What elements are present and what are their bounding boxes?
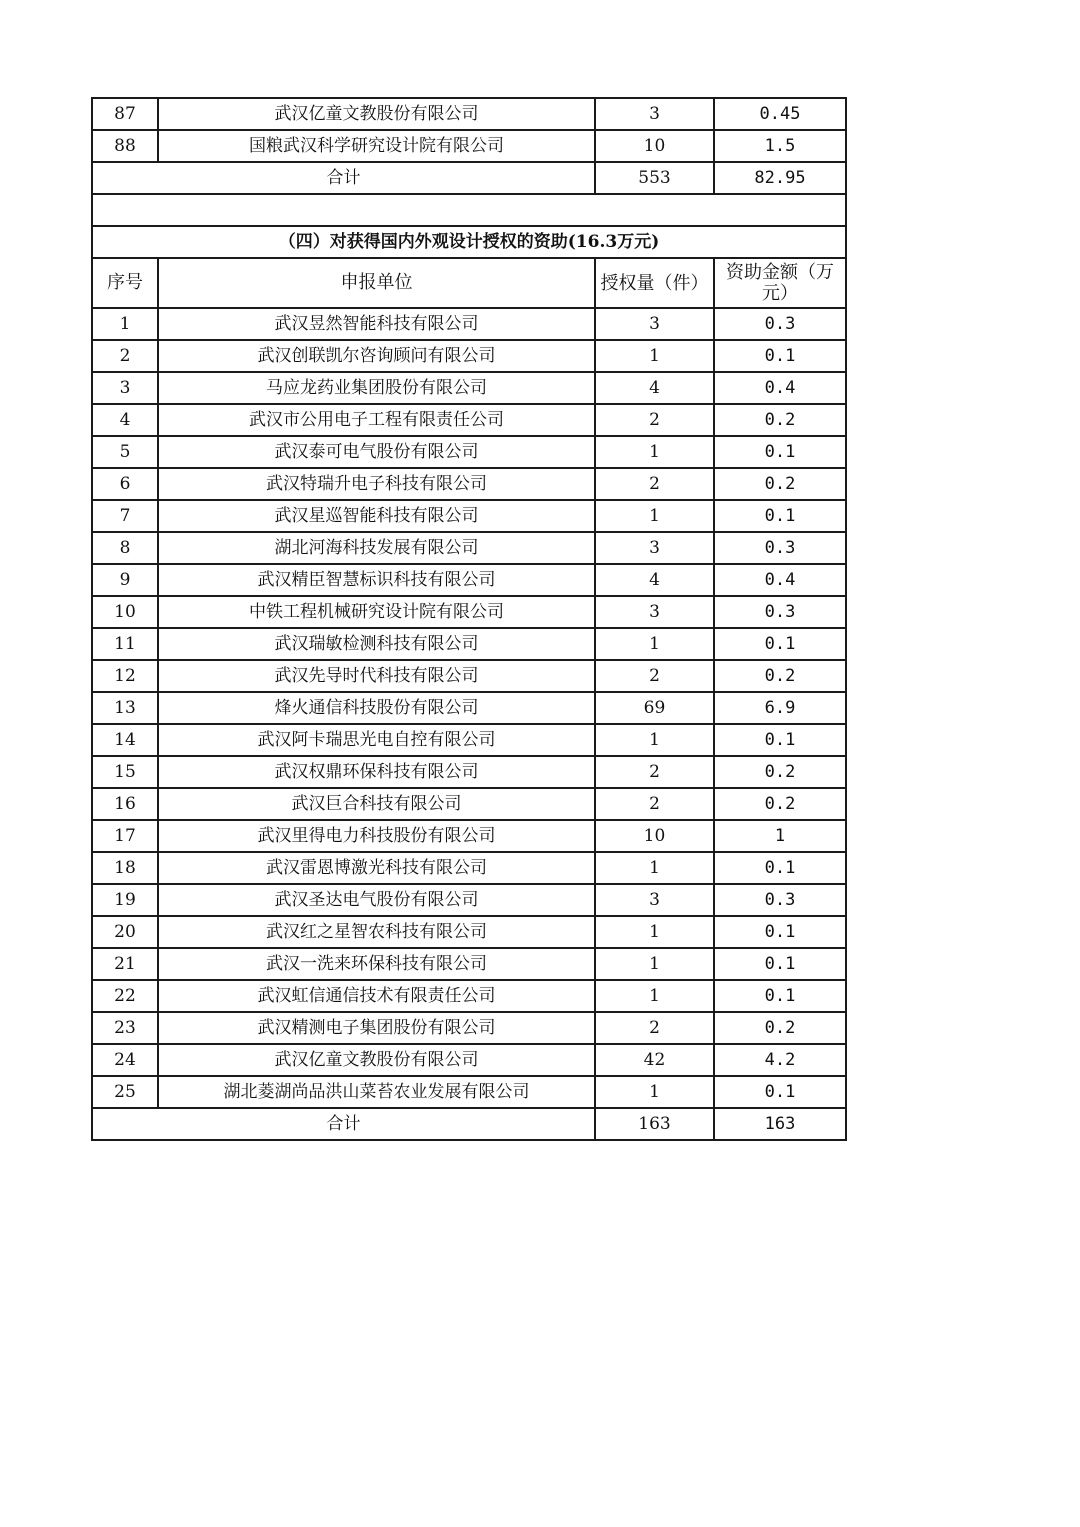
- cell-unit: 武汉精测电子集团股份有限公司: [158, 1012, 595, 1044]
- cell-amount: 0.2: [714, 468, 846, 500]
- cell-unit: 烽火通信科技股份有限公司: [158, 692, 595, 724]
- cell-amount: 0.1: [714, 628, 846, 660]
- cell-no: 24: [92, 1044, 158, 1076]
- cell-amount: 0.2: [714, 404, 846, 436]
- cell-amount: 0.2: [714, 1012, 846, 1044]
- cell-unit: 武汉权鼎环保科技有限公司: [158, 756, 595, 788]
- total-row: [92, 1108, 846, 1140]
- cell-amount: 6.9: [714, 692, 846, 724]
- cell-amount: 0.2: [714, 756, 846, 788]
- cell-no: 17: [92, 820, 158, 852]
- cell-amount: 0.4: [714, 564, 846, 596]
- cell-qty: 2: [595, 788, 714, 820]
- cell-qty: 1: [595, 852, 714, 884]
- cell-unit: 武汉亿童文教股份有限公司: [158, 1044, 595, 1076]
- cell-no: 2: [92, 340, 158, 372]
- table-row: [92, 564, 846, 596]
- cell-qty: 2: [595, 660, 714, 692]
- table-row: [92, 1076, 846, 1108]
- table-row: [92, 532, 846, 564]
- table-row: [92, 852, 846, 884]
- header-row: [92, 258, 846, 308]
- cell-qty: 1: [595, 724, 714, 756]
- cell-no: 23: [92, 1012, 158, 1044]
- cell-no: 8: [92, 532, 158, 564]
- cell-unit: 武汉特瑞升电子科技有限公司: [158, 468, 595, 500]
- cell-no: 6: [92, 468, 158, 500]
- cell-qty: 1: [595, 980, 714, 1012]
- total-amount: 82.95: [714, 162, 846, 194]
- cell-unit: 国粮武汉科学研究设计院有限公司: [158, 130, 595, 162]
- cell-amount: 0.1: [714, 916, 846, 948]
- cell-unit: 武汉瑞敏检测科技有限公司: [158, 628, 595, 660]
- table-row: [92, 788, 846, 820]
- cell-no: 9: [92, 564, 158, 596]
- cell-amount: 0.3: [714, 308, 846, 340]
- cell-no: 7: [92, 500, 158, 532]
- cell-amount: 0.45: [714, 98, 846, 130]
- cell-unit: 武汉泰可电气股份有限公司: [158, 436, 595, 468]
- cell-no: 5: [92, 436, 158, 468]
- cell-unit: 武汉精臣智慧标识科技有限公司: [158, 564, 595, 596]
- cell-no: 3: [92, 372, 158, 404]
- total-label: 合计: [92, 162, 595, 194]
- table-row: [92, 130, 846, 162]
- cell-qty: 10: [595, 130, 714, 162]
- cell-no: 18: [92, 852, 158, 884]
- total-label: 合计: [92, 1108, 595, 1140]
- total-amount: 163: [714, 1108, 846, 1140]
- blank-row: [92, 194, 846, 226]
- table-row: [92, 468, 846, 500]
- cell-qty: 1: [595, 436, 714, 468]
- cell-no: 1: [92, 308, 158, 340]
- table-row: [92, 628, 846, 660]
- cell-qty: 42: [595, 1044, 714, 1076]
- table-row: [92, 1044, 846, 1076]
- table-row: [92, 884, 846, 916]
- total-qty: 553: [595, 162, 714, 194]
- cell-unit: 武汉里得电力科技股份有限公司: [158, 820, 595, 852]
- cell-no: 21: [92, 948, 158, 980]
- cell-no: 15: [92, 756, 158, 788]
- table-row: [92, 820, 846, 852]
- table-row: [92, 916, 846, 948]
- cell-qty: 10: [595, 820, 714, 852]
- table-row: [92, 1012, 846, 1044]
- cell-qty: 1: [595, 628, 714, 660]
- cell-amount: 0.1: [714, 436, 846, 468]
- table-row: [92, 404, 846, 436]
- table-row: [92, 308, 846, 340]
- cell-amount: 0.2: [714, 788, 846, 820]
- cell-unit: 武汉先导时代科技有限公司: [158, 660, 595, 692]
- cell-qty: 2: [595, 468, 714, 500]
- cell-no: 4: [92, 404, 158, 436]
- cell-qty: 3: [595, 884, 714, 916]
- table-row: [92, 724, 846, 756]
- table-row: [92, 692, 846, 724]
- table-row: [92, 372, 846, 404]
- cell-no: 88: [92, 130, 158, 162]
- table-row: [92, 340, 846, 372]
- cell-no: 11: [92, 628, 158, 660]
- cell-unit: 武汉创联凯尔咨询顾问有限公司: [158, 340, 595, 372]
- section-title: （四）对获得国内外观设计授权的资助(16.3万元): [92, 226, 846, 258]
- cell-unit: 武汉星巡智能科技有限公司: [158, 500, 595, 532]
- cell-qty: 3: [595, 532, 714, 564]
- cell-no: 19: [92, 884, 158, 916]
- cell-unit: 武汉雷恩博激光科技有限公司: [158, 852, 595, 884]
- cell-qty: 3: [595, 98, 714, 130]
- cell-amount: 0.4: [714, 372, 846, 404]
- table-row: [92, 436, 846, 468]
- cell-amount: 0.1: [714, 500, 846, 532]
- cell-qty: 1: [595, 500, 714, 532]
- table-row: [92, 660, 846, 692]
- cell-unit: 湖北菱湖尚品洪山菜苔农业发展有限公司: [158, 1076, 595, 1108]
- cell-unit: 武汉虹信通信技术有限责任公司: [158, 980, 595, 1012]
- cell-no: 87: [92, 98, 158, 130]
- table-row: [92, 98, 846, 130]
- cell-no: 13: [92, 692, 158, 724]
- cell-amount: 1: [714, 820, 846, 852]
- cell-qty: 69: [595, 692, 714, 724]
- subsidy-table: [91, 97, 847, 1141]
- cell-amount: 0.1: [714, 1076, 846, 1108]
- cell-qty: 2: [595, 1012, 714, 1044]
- cell-qty: 1: [595, 948, 714, 980]
- cell-no: 25: [92, 1076, 158, 1108]
- table-row: [92, 596, 846, 628]
- cell-amount: 1.5: [714, 130, 846, 162]
- cell-no: 20: [92, 916, 158, 948]
- table-row: [92, 980, 846, 1012]
- cell-unit: 武汉昱然智能科技有限公司: [158, 308, 595, 340]
- table-row: [92, 756, 846, 788]
- header-unit: 申报单位: [158, 258, 595, 308]
- cell-qty: 1: [595, 340, 714, 372]
- cell-qty: 4: [595, 564, 714, 596]
- cell-no: 12: [92, 660, 158, 692]
- document-page: [91, 97, 847, 1141]
- cell-no: 22: [92, 980, 158, 1012]
- cell-amount: 0.1: [714, 948, 846, 980]
- table-body: [92, 98, 846, 1140]
- cell-qty: 2: [595, 756, 714, 788]
- cell-unit: 武汉阿卡瑞思光电自控有限公司: [158, 724, 595, 756]
- cell-unit: 武汉巨合科技有限公司: [158, 788, 595, 820]
- cell-unit: 马应龙药业集团股份有限公司: [158, 372, 595, 404]
- section-title-row: [92, 226, 846, 258]
- cell-unit: 湖北河海科技发展有限公司: [158, 532, 595, 564]
- table-row: [92, 500, 846, 532]
- cell-amount: 0.3: [714, 532, 846, 564]
- cell-no: 10: [92, 596, 158, 628]
- cell-amount: 0.3: [714, 596, 846, 628]
- header-qty: 授权量（件）: [595, 258, 714, 308]
- cell-amount: 0.3: [714, 884, 846, 916]
- cell-amount: 0.2: [714, 660, 846, 692]
- cell-qty: 1: [595, 1076, 714, 1108]
- total-row: [92, 162, 846, 194]
- cell-unit: 武汉亿童文教股份有限公司: [158, 98, 595, 130]
- total-qty: 163: [595, 1108, 714, 1140]
- cell-no: 16: [92, 788, 158, 820]
- cell-unit: 中铁工程机械研究设计院有限公司: [158, 596, 595, 628]
- cell-amount: 0.1: [714, 724, 846, 756]
- cell-amount: 4.2: [714, 1044, 846, 1076]
- cell-unit: 武汉一洗来环保科技有限公司: [158, 948, 595, 980]
- blank-cell: [92, 194, 846, 226]
- cell-no: 14: [92, 724, 158, 756]
- cell-amount: 0.1: [714, 852, 846, 884]
- header-amount: 资助金额（万元）: [714, 258, 846, 308]
- cell-qty: 4: [595, 372, 714, 404]
- cell-qty: 3: [595, 308, 714, 340]
- cell-unit: 武汉市公用电子工程有限责任公司: [158, 404, 595, 436]
- cell-unit: 武汉红之星智农科技有限公司: [158, 916, 595, 948]
- cell-unit: 武汉圣达电气股份有限公司: [158, 884, 595, 916]
- header-no: 序号: [92, 258, 158, 308]
- cell-qty: 1: [595, 916, 714, 948]
- cell-amount: 0.1: [714, 980, 846, 1012]
- table-row: [92, 948, 846, 980]
- cell-qty: 3: [595, 596, 714, 628]
- cell-amount: 0.1: [714, 340, 846, 372]
- cell-qty: 2: [595, 404, 714, 436]
